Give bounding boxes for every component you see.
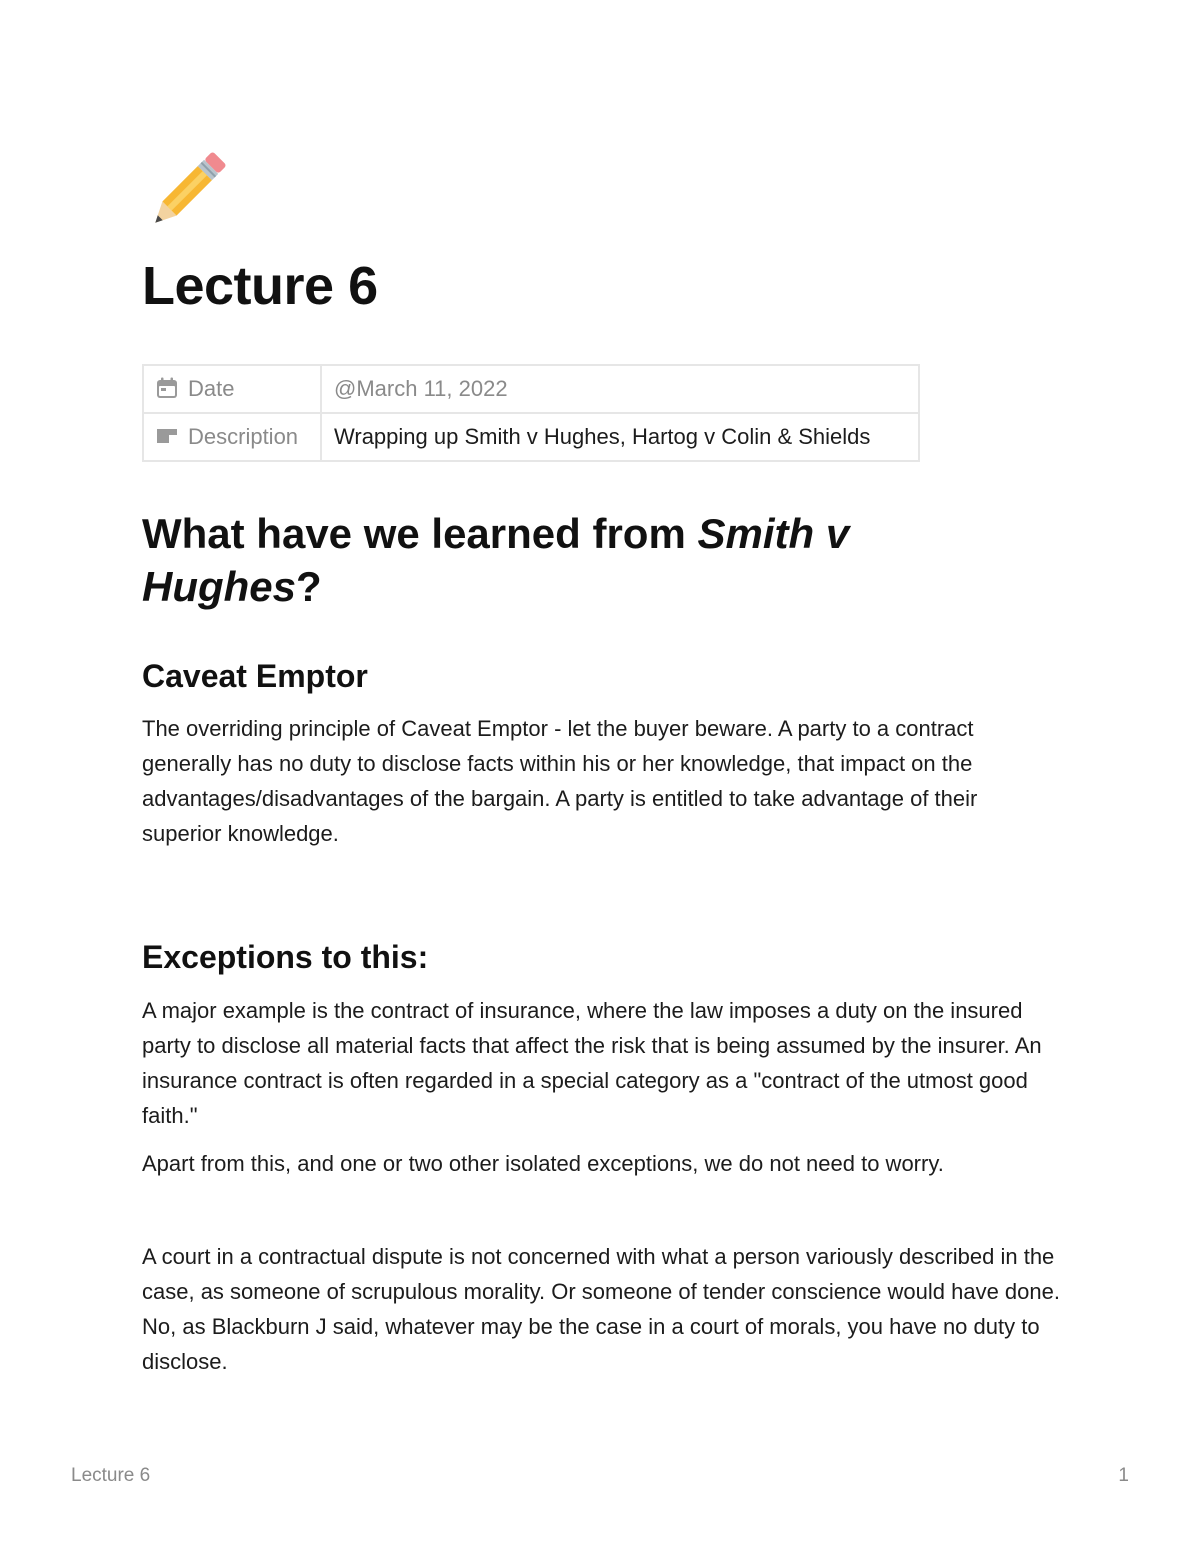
paragraph-isolated-exceptions: Apart from this, and one or two other isolated exceptions, we do not need to worry. xyxy=(142,1150,944,1176)
paragraph-court-morality: A court in a contractual dispute is not concerned with what a person variously described in the case, as someone of scrupulous morality. Or someone of tender conscience would have done. No, as Blackburn J said, whatever may be the case in a court of morals, you have no duty to disclose. xyxy=(142,1243,1060,1374)
heading-prefix: What have we learned from xyxy=(142,510,698,557)
property-key-description xyxy=(143,413,321,461)
property-key-label: Description xyxy=(188,424,299,449)
property-key-label: Date xyxy=(188,376,235,401)
page-title: Lecture 6 xyxy=(142,256,378,316)
page-container xyxy=(142,150,1062,1374)
heading-caveat-emptor: Caveat Emptor xyxy=(142,658,368,694)
heading-smith-v-hughes xyxy=(142,508,902,613)
property-key-date xyxy=(143,365,321,413)
footer-page-number: 1 xyxy=(1118,1465,1129,1486)
heading-exceptions: Exceptions to this: xyxy=(142,939,429,976)
property-value-date[interactable]: @March 11, 2022 xyxy=(321,365,919,413)
pencil-emoji-icon xyxy=(142,150,228,236)
property-value-description[interactable]: Wrapping up Smith v Hughes, Hartog v Colin & Shields xyxy=(321,413,919,461)
properties-table xyxy=(142,364,920,462)
property-row-description[interactable] xyxy=(143,413,919,461)
page-content xyxy=(142,508,1062,1379)
paragraph-insurance: A major example is the contract of insurance, where the law imposes a duty on the insured party to disclose all material facts that affect the risk that is being assumed by the insurer. An insurance contract is often regarded in a special category as a "contract of the utmost good faith." xyxy=(142,997,1042,1128)
heading-suffix: ? xyxy=(296,562,322,610)
calendar-icon xyxy=(156,377,178,399)
property-row-date[interactable] xyxy=(143,365,919,413)
paragraph-caveat: The overriding principle of Caveat Emptor - let the buyer beware. A party to a contract generally has no duty to disclose facts within his or her knowledge, that impact on the advantages/disadvantages of the bargain. A party is entitled to take advantage of their superior knowledge. xyxy=(142,716,978,847)
case-name-italic: Smith v Hughes xyxy=(142,510,850,610)
footer-title: Lecture 6 xyxy=(71,1465,151,1486)
text-lines-icon xyxy=(156,425,178,447)
